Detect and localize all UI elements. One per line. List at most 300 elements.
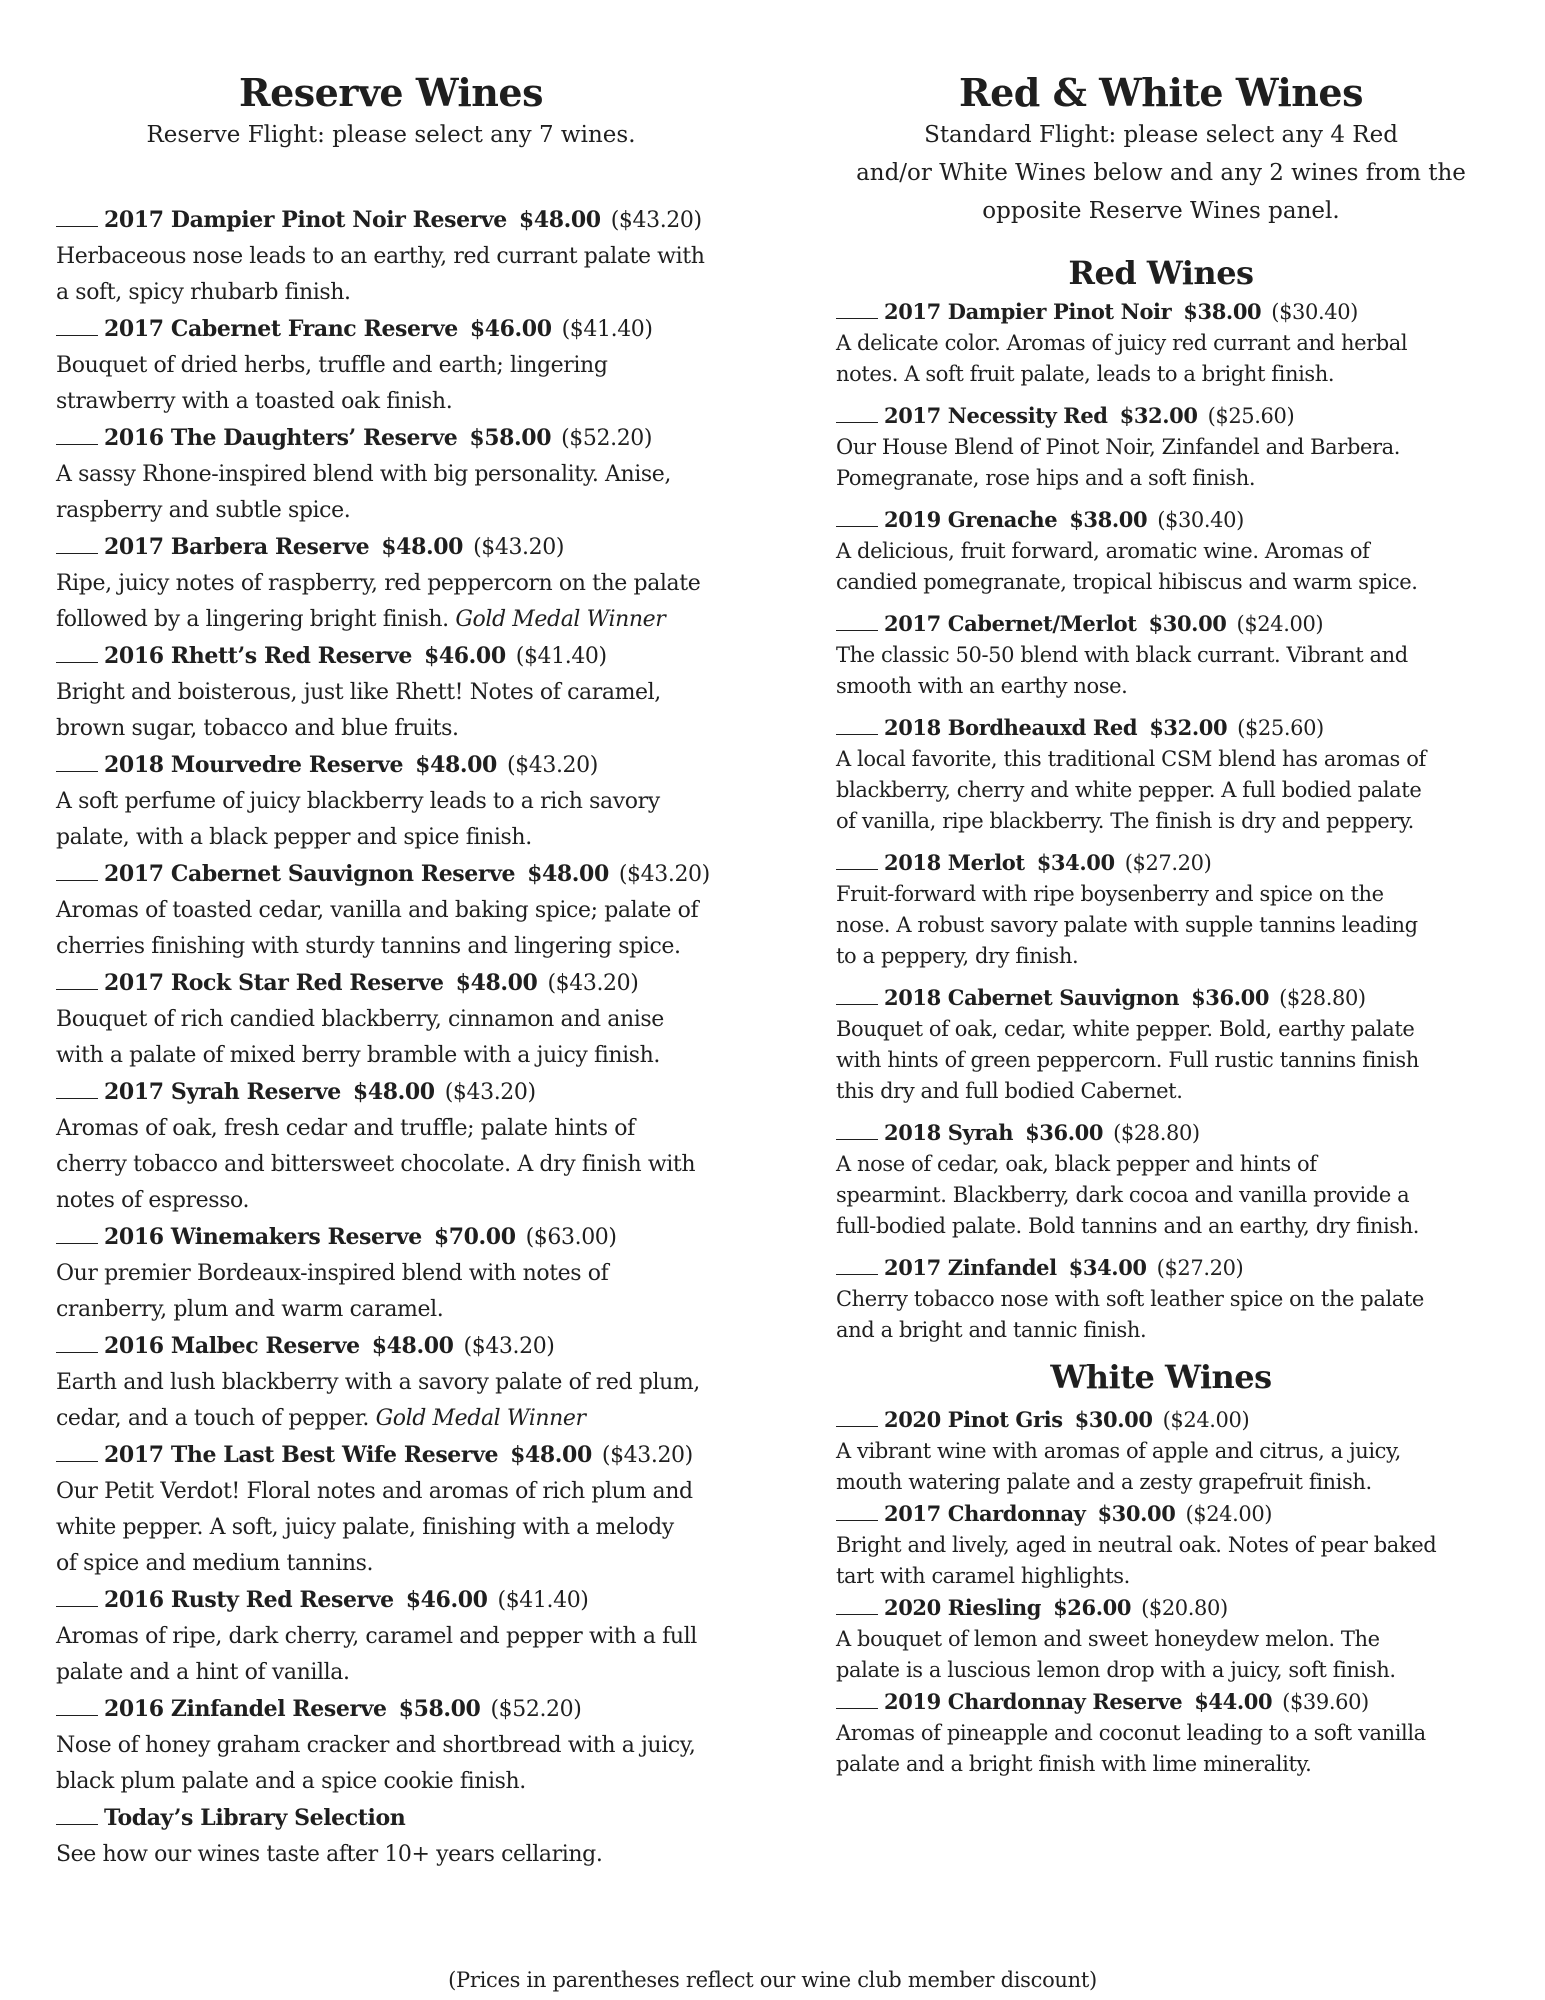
description-text: palate and a bright finish with lime minerality. [836, 1752, 1312, 1777]
wine-name: 2017 Cabernet Sauvignon Reserve [104, 860, 516, 887]
member-price: ($43.20) [444, 1079, 536, 1105]
subtitle-line: and/or White Wines below and any 2 wines from the [856, 159, 1466, 186]
wine-entry [56, 1328, 726, 1437]
description-text: Herbaceous nose leads to an earthy, red currant palate with [56, 243, 705, 269]
wine-title-line [836, 296, 1486, 328]
wine-description [56, 1147, 726, 1183]
description-text: white pepper. A soft, juicy palate, finishing with a melody [56, 1514, 674, 1540]
wine-entry [56, 1437, 726, 1582]
wine-price: $70.00 [433, 1223, 516, 1250]
selection-blank[interactable] [56, 531, 98, 554]
wine-description [56, 1038, 726, 1074]
description-text: Bright and lively, aged in neutral oak. Notes of pear baked [836, 1533, 1437, 1558]
selection-blank[interactable] [836, 1592, 878, 1615]
wine-price: $48.00 [371, 1332, 454, 1359]
wine-title-line [836, 1686, 1486, 1718]
reserve-subtitle: Reserve Flight: please select any 7 wines. [146, 121, 636, 148]
member-price: ($52.20) [490, 1696, 582, 1722]
member-price: ($41.40) [515, 643, 607, 669]
wine-description [56, 1546, 726, 1582]
member-price: ($25.60) [1237, 715, 1324, 740]
description-text: Aromas of ripe, dark cherry, caramel and pepper with a full [56, 1623, 697, 1649]
red-white-title: Red & White Wines [959, 70, 1363, 115]
wine-entry [56, 965, 726, 1074]
wine-name: 2017 Dampier Pinot Noir Reserve [104, 206, 507, 233]
description-text: candied pomegranate, tropical hibiscus and warm spice. [836, 569, 1418, 594]
wine-entry [56, 202, 726, 311]
wine-description [56, 493, 726, 529]
member-price: ($43.20) [601, 1442, 693, 1468]
selection-blank[interactable] [56, 1330, 98, 1353]
member-price: ($43.20) [473, 534, 565, 560]
wine-name: 2017 The Last Best Wife Reserve [104, 1441, 499, 1468]
wine-price: $38.00 [1183, 298, 1262, 324]
wine-price: $32.00 [1119, 402, 1198, 428]
wine-entry [836, 1686, 1486, 1780]
wine-description [836, 1045, 1486, 1076]
wine-name: 2017 Zinfandel [884, 1254, 1057, 1280]
wine-entry [836, 982, 1486, 1107]
description-text: Bouquet of dried herbs, truffle and earth; lingering [56, 352, 608, 378]
wine-description [836, 806, 1486, 837]
wine-description [56, 602, 726, 638]
selection-blank[interactable] [56, 1802, 98, 1825]
wine-name: 2017 Cabernet/Merlot [884, 610, 1137, 636]
selection-blank[interactable] [56, 749, 98, 772]
description-text: Our House Blend of Pinot Noir, Zinfandel and Barbera. [836, 434, 1401, 459]
member-price: ($25.60) [1207, 403, 1295, 428]
wine-title-line [56, 420, 726, 457]
description-text: palate and a hint of vanilla. [56, 1659, 350, 1685]
white-wine-list [836, 1404, 1486, 1780]
wine-description [56, 457, 726, 493]
description-text: tart with caramel highlights. [836, 1564, 1130, 1589]
wine-price: $46.00 [469, 315, 552, 342]
wine-entry [56, 311, 726, 420]
description-text: cherry tobacco and bittersweet chocolate. A dry finish with [56, 1151, 696, 1177]
wine-entry [836, 1117, 1486, 1242]
description-text: black plum palate and a spice cookie finish. [56, 1768, 526, 1794]
wine-description [836, 1655, 1486, 1686]
wine-price: $26.00 [1053, 1595, 1132, 1621]
wine-name: 2016 Rusty Red Reserve [104, 1586, 394, 1613]
selection-blank[interactable] [56, 1076, 98, 1099]
wine-entry [836, 1252, 1486, 1346]
wine-description [56, 1837, 726, 1873]
selection-blank[interactable] [56, 640, 98, 663]
wine-title-line [836, 1592, 1486, 1624]
wine-entry [836, 1498, 1486, 1592]
description-text: Bouquet of oak, cedar, white pepper. Bold, earthy palate [836, 1016, 1415, 1041]
wine-description [56, 1111, 726, 1147]
wine-title-line [836, 1404, 1486, 1436]
wine-title-line [56, 1328, 726, 1365]
wine-name: 2018 Syrah [884, 1119, 1014, 1145]
wine-description [56, 1292, 726, 1328]
description-text: Aromas of oak, fresh cedar and truffle; palate hints of [56, 1115, 635, 1141]
wine-title-line [836, 504, 1486, 536]
wine-description [836, 432, 1486, 463]
wine-description [836, 1014, 1486, 1045]
wine-entry [836, 296, 1486, 390]
wine-name: 2017 Cabernet Franc Reserve [104, 315, 458, 342]
wine-price: $36.00 [1025, 1119, 1104, 1145]
wine-description [836, 328, 1486, 359]
member-price: ($52.20) [561, 425, 653, 451]
wine-description [836, 359, 1486, 390]
subtitle-line: opposite Reserve Wines panel. [982, 197, 1340, 224]
red-wines-heading: Red Wines [1068, 253, 1254, 292]
reserve-wine-list [56, 202, 726, 1873]
wine-entry [56, 747, 726, 856]
wine-description [56, 711, 726, 747]
wine-title-line [56, 1074, 726, 1111]
wine-description [56, 1183, 726, 1219]
selection-blank[interactable] [836, 1686, 878, 1709]
selection-blank[interactable] [56, 967, 98, 990]
member-price: ($41.40) [497, 1587, 589, 1613]
selection-blank[interactable] [836, 1498, 878, 1521]
member-price: ($43.20) [506, 752, 598, 778]
wine-price: $48.00 [527, 860, 609, 887]
description-text: cranberry, plum and warm caramel. [56, 1296, 444, 1322]
wine-price: $48.00 [381, 533, 464, 560]
description-text: palate is a luscious lemon drop with a juicy, soft finish. [836, 1658, 1396, 1683]
description-text: to a peppery, dry finish. [836, 943, 1079, 968]
description-text: nose. A robust savory palate with supple tannins leading [836, 912, 1418, 937]
wine-entry [836, 400, 1486, 494]
description-text: of vanilla, ripe blackberry. The finish is dry and peppery. [836, 808, 1414, 833]
description-text: smooth with an earthy nose. [836, 673, 1128, 698]
member-price: ($20.80) [1141, 1596, 1228, 1621]
red-wine-list [836, 296, 1486, 1346]
description-text: A delicate color. Aromas of juicy red currant and herbal [836, 330, 1408, 355]
description-text: A sassy Rhone-inspired blend with big personality. Anise, [56, 461, 672, 487]
selection-blank[interactable] [56, 1439, 98, 1462]
wine-title-line [56, 202, 726, 239]
wine-name: 2016 Malbec Reserve [104, 1332, 360, 1359]
wine-description [56, 1365, 726, 1401]
wine-title-line [836, 1252, 1486, 1284]
wine-description [836, 1749, 1486, 1780]
description-text: A delicious, fruit forward, aromatic wine. Aromas of [836, 538, 1370, 563]
wine-description [836, 1180, 1486, 1211]
wine-description [836, 463, 1486, 494]
selection-blank[interactable] [56, 1221, 98, 1244]
selection-blank[interactable] [56, 204, 98, 227]
wine-price: $48.00 [510, 1441, 592, 1468]
description-text: Bouquet of rich candied blackberry, cinnamon and anise [56, 1006, 664, 1032]
red-white-subtitle [836, 116, 1486, 230]
wine-entry [56, 420, 726, 529]
description-text: Nose of honey graham cracker and shortbread with a juicy, [56, 1732, 696, 1758]
member-price: ($43.20) [610, 207, 702, 233]
wine-description [836, 1436, 1486, 1467]
member-price: ($24.00) [1185, 1502, 1273, 1527]
wine-title-line [836, 1117, 1486, 1149]
award-note: Gold Medal Winner [375, 1405, 586, 1431]
wine-price: $30.00 [1097, 1501, 1176, 1527]
description-text: A soft perfume of juicy blackberry leads to a rich savory [56, 788, 660, 814]
wine-entry [56, 1219, 726, 1328]
description-text: notes of espresso. [56, 1187, 250, 1213]
wine-price: $32.00 [1149, 714, 1228, 740]
description-text: notes. A soft fruit palate, leads to a bright finish. [836, 361, 1335, 386]
description-text: Our premier Bordeaux-inspired blend with notes of [56, 1260, 609, 1286]
wine-price: $48.00 [518, 206, 601, 233]
wine-title-line [56, 1691, 726, 1728]
wine-title-line [56, 1800, 726, 1837]
description-text: strawberry with a toasted oak finish. [56, 388, 453, 414]
white-wines-heading: White Wines [1050, 1357, 1272, 1396]
wine-title-line [836, 608, 1486, 640]
wine-name: 2019 Chardonnay Reserve [884, 1689, 1183, 1715]
wine-description [836, 1530, 1486, 1561]
wine-name: 2016 Rhett’s Red Reserve [104, 642, 412, 669]
wine-description [56, 384, 726, 420]
selection-blank[interactable] [836, 400, 878, 423]
wine-entry [836, 1592, 1486, 1686]
wine-price: $48.00 [455, 969, 538, 996]
wine-price: $48.00 [352, 1078, 435, 1105]
wine-title-line [56, 529, 726, 566]
description-text: A local favorite, this traditional CSM blend has aromas of [836, 746, 1426, 771]
wine-price: $34.00 [1036, 849, 1115, 875]
description-text: blackberry, cherry and white pepper. A full bodied palate [836, 777, 1422, 802]
description-text: raspberry and subtle spice. [56, 497, 351, 523]
member-price: ($27.20) [1124, 850, 1212, 875]
selection-blank[interactable] [836, 296, 878, 319]
member-price: ($30.40) [1271, 299, 1358, 324]
description-text: Bright and boisterous, just like Rhett! Notes of caramel, [56, 679, 661, 705]
member-price: ($41.40) [561, 316, 653, 342]
reserve-wines-panel [56, 0, 726, 1873]
wine-name: 2016 Zinfandel Reserve [104, 1695, 387, 1722]
wine-title-line [56, 856, 726, 893]
selection-blank[interactable] [836, 1117, 878, 1140]
wine-price: $58.00 [398, 1695, 481, 1722]
description-text: The classic 50-50 blend with black currant. Vibrant and [836, 642, 1408, 667]
description-text: and a bright and tannic finish. [836, 1317, 1147, 1342]
wine-name: 2016 The Daughters’ Reserve [104, 424, 458, 451]
selection-blank[interactable] [56, 422, 98, 445]
wine-description [836, 1211, 1486, 1242]
wine-description [836, 1149, 1486, 1180]
selection-blank[interactable] [56, 1693, 98, 1716]
wine-name: 2017 Rock Star Red Reserve [104, 969, 444, 996]
description-text: palate, with a black pepper and spice finish. [56, 824, 532, 850]
selection-blank[interactable] [836, 982, 878, 1005]
description-text: a soft, spicy rhubarb finish. [56, 279, 351, 305]
wine-description [56, 675, 726, 711]
wine-entry [56, 529, 726, 638]
wine-price: $30.00 [1074, 1407, 1153, 1433]
wine-name: 2017 Chardonnay [884, 1501, 1086, 1527]
wine-name: 2018 Merlot [884, 849, 1025, 875]
selection-blank[interactable] [56, 1584, 98, 1607]
wine-name: 2020 Riesling [884, 1595, 1042, 1621]
wine-entry [56, 856, 726, 965]
selection-blank[interactable] [56, 313, 98, 336]
wine-description [836, 1284, 1486, 1315]
wine-description [56, 348, 726, 384]
description-text: with a palate of mixed berry bramble with a juicy finish. [56, 1042, 661, 1068]
wine-price: $36.00 [1191, 984, 1270, 1010]
wine-name: 2017 Barbera Reserve [104, 533, 370, 560]
wine-entry [56, 1582, 726, 1691]
description-text: mouth watering palate and a zesty grapefruit finish. [836, 1470, 1372, 1495]
description-text: with hints of green peppercorn. Full rustic tannins finish [836, 1047, 1419, 1072]
wine-description [836, 567, 1486, 598]
member-price: ($43.20) [547, 970, 639, 996]
wine-description [56, 1619, 726, 1655]
description-text: See how our wines taste after 10+ years cellaring. [56, 1841, 603, 1867]
wine-name: Today’s Library Selection [104, 1804, 406, 1831]
description-text: spearmint. Blackberry, dark cocoa and vanilla provide a [836, 1182, 1410, 1207]
wine-name: 2017 Dampier Pinot Noir [884, 298, 1172, 324]
member-price: ($43.20) [618, 861, 710, 887]
wine-entry [836, 847, 1486, 972]
description-text: followed by a lingering bright finish. [56, 606, 449, 632]
wine-description [836, 744, 1486, 775]
description-text: this dry and full bodied Cabernet. [836, 1078, 1183, 1103]
description-text: Ripe, juicy notes of raspberry, red peppercorn on the palate [56, 570, 701, 596]
wine-name: 2019 Grenache [884, 506, 1058, 532]
wine-entry [836, 608, 1486, 702]
wine-description [836, 775, 1486, 806]
wine-description [56, 1764, 726, 1800]
wine-title-line [836, 712, 1486, 744]
wine-entry [836, 1404, 1486, 1498]
description-text: A nose of cedar, oak, black pepper and hints of [836, 1151, 1317, 1176]
wine-entry [56, 1074, 726, 1219]
description-text: Pomegranate, rose hips and a soft finish. [836, 465, 1256, 490]
member-price: ($28.80) [1113, 1120, 1200, 1145]
wine-description [56, 1002, 726, 1038]
wine-title-line [836, 1498, 1486, 1530]
member-price: ($39.60) [1282, 1690, 1369, 1715]
wine-description [836, 1467, 1486, 1498]
wine-description [56, 820, 726, 856]
discount-footnote: (Prices in parentheses reflect our wine club member discount) [448, 1968, 1097, 1992]
wine-price: $44.00 [1194, 1689, 1273, 1715]
description-text: Aromas of toasted cedar, vanilla and baking spice; palate of [56, 897, 699, 923]
description-text: cedar, and a touch of pepper. [56, 1405, 369, 1431]
member-price: ($30.40) [1157, 507, 1244, 532]
description-text: cherries finishing with sturdy tannins and lingering spice. [56, 933, 681, 959]
wine-price: $46.00 [423, 642, 506, 669]
selection-blank[interactable] [836, 712, 878, 735]
wine-price: $38.00 [1069, 506, 1148, 532]
wine-title-line [56, 311, 726, 348]
selection-blank[interactable] [836, 608, 878, 631]
wine-entry [56, 1800, 726, 1873]
wine-description [836, 879, 1486, 910]
description-text: of spice and medium tannins. [56, 1550, 374, 1576]
wine-name: 2020 Pinot Gris [884, 1407, 1063, 1433]
red-white-wines-panel [836, 0, 1486, 1780]
wine-description [836, 1718, 1486, 1749]
wine-description [836, 536, 1486, 567]
wine-title-line [56, 638, 726, 675]
wine-price: $34.00 [1068, 1254, 1147, 1280]
wine-description [56, 1474, 726, 1510]
wine-description [836, 640, 1486, 671]
wine-title-line [56, 1219, 726, 1256]
member-price: ($24.00) [1236, 611, 1324, 636]
wine-description [836, 1076, 1486, 1107]
description-text: brown sugar, tobacco and blue fruits. [56, 715, 459, 741]
member-price: ($24.00) [1162, 1408, 1250, 1433]
description-text: A vibrant wine with aromas of apple and citrus, a juicy, [836, 1439, 1401, 1464]
wine-description [56, 1401, 726, 1437]
wine-name: 2016 Winemakers Reserve [104, 1223, 422, 1250]
wine-name: 2018 Cabernet Sauvignon [884, 984, 1180, 1010]
wine-title-line [56, 1437, 726, 1474]
selection-blank[interactable] [836, 504, 878, 527]
wine-entry [836, 712, 1486, 837]
reserve-title: Reserve Wines [239, 70, 543, 115]
wine-title-line [56, 1582, 726, 1619]
subtitle-line: Standard Flight: please select any 4 Red [924, 121, 1398, 148]
selection-blank[interactable] [836, 1252, 878, 1275]
wine-name: 2018 Bordheauxd Red [884, 714, 1138, 740]
member-price: ($43.20) [463, 1333, 555, 1359]
wine-description [836, 910, 1486, 941]
wine-description [836, 1315, 1486, 1346]
wine-title-line [56, 965, 726, 1002]
wine-title-line [56, 747, 726, 784]
wine-description [836, 671, 1486, 702]
wine-entry [56, 638, 726, 747]
wine-entry [56, 1691, 726, 1800]
wine-description [836, 1561, 1486, 1592]
member-price: ($27.20) [1156, 1255, 1244, 1280]
wine-description [836, 1624, 1486, 1655]
wine-name: 2017 Necessity Red [884, 402, 1108, 428]
description-text: full-bodied palate. Bold tannins and an earthy, dry finish. [836, 1213, 1420, 1238]
wine-description [56, 566, 726, 602]
wine-entry [836, 504, 1486, 598]
wine-description [56, 275, 726, 311]
wine-description [56, 893, 726, 929]
wine-description [56, 1655, 726, 1691]
award-note: Gold Medal Winner [455, 606, 666, 632]
wine-name: 2018 Mourvedre Reserve [104, 751, 404, 778]
description-text: Fruit-forward with ripe boysenberry and spice on the [836, 881, 1384, 906]
wine-price: $46.00 [405, 1586, 488, 1613]
wine-price: $30.00 [1148, 610, 1227, 636]
wine-price: $58.00 [469, 424, 552, 451]
selection-blank[interactable] [836, 847, 878, 870]
description-text: Our Petit Verdot! Floral notes and aromas of rich plum and [56, 1478, 693, 1504]
selection-blank[interactable] [56, 858, 98, 881]
wine-description [56, 929, 726, 965]
wine-description [56, 239, 726, 275]
wine-name: 2017 Syrah Reserve [104, 1078, 341, 1105]
member-price: ($28.80) [1279, 985, 1366, 1010]
wine-description [56, 1256, 726, 1292]
selection-blank[interactable] [836, 1404, 878, 1427]
description-text: Earth and lush blackberry with a savory palate of red plum, [56, 1369, 700, 1395]
wine-description [56, 784, 726, 820]
wine-title-line [836, 400, 1486, 432]
wine-description [836, 941, 1486, 972]
description-text: Cherry tobacco nose with soft leather spice on the palate [836, 1286, 1424, 1311]
description-text: Aromas of pineapple and coconut leading to a soft vanilla [836, 1721, 1426, 1746]
wine-description [56, 1510, 726, 1546]
wine-price: $48.00 [415, 751, 497, 778]
